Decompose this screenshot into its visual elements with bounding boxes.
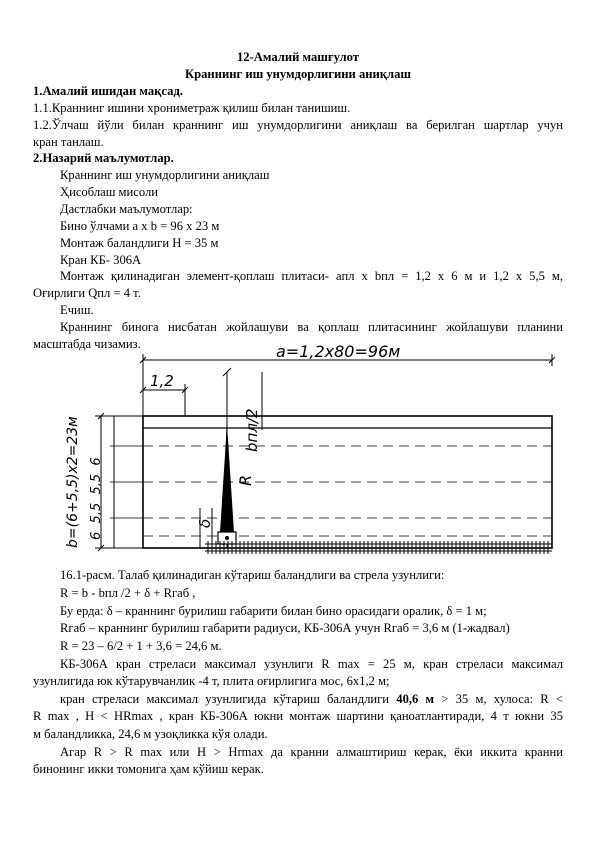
para1-line-b: узунлигида юк кўтарувчанлик -4 т, плита оғирлигига мос, 6х1,2 м; xyxy=(33,674,390,688)
section2-line: Бино ўлчами a x b = 96 х 23 м xyxy=(60,219,220,233)
figure-caption: 16.1-расм. Талаб қилинадиган кўтариш баландлиги ва стрела узунлиги: xyxy=(60,568,445,582)
label-delta: δ xyxy=(196,518,214,528)
para2-line-c: м баландликка, 24,6 м узоқликка кўя олади. xyxy=(33,727,268,741)
label-R: R xyxy=(236,474,255,486)
para2-line-b: R max , H < HRmax , кран КБ-306А юкни монтаж шартини қаноатлантиради, 4 т юкни 35 xyxy=(33,709,563,723)
page-title: 12-Амалий машғулот xyxy=(236,50,359,64)
section1-line1: 1.1.Краннинг ишини хрониметраж қилиш билан танишиш. xyxy=(33,101,351,115)
para3-line-a: Агар R > R max или H > Hrmax да кранни алмаштириш керак, ёки иккита кранни xyxy=(60,745,563,759)
label-12: 1,2 xyxy=(150,372,174,390)
delta-definition: Бу ерда: δ – краннинг бурилиш габарити билан бино орасидаги оралик, δ = 1 м; xyxy=(60,604,487,618)
section1-line2a: 1.2.Ўлчаш йўли билан краннинг иш унумдорлигини аниқлаш ва берилган шартлар учун xyxy=(33,118,563,132)
section2-heading: 2.Назарий маълумотлар. xyxy=(33,151,174,165)
section1-heading: 1.Амалий ишидан мақсад. xyxy=(33,84,183,98)
section2-line: Ҳисоблаш мисоли xyxy=(60,185,158,199)
label-a: a=1,2x80=96м xyxy=(276,342,401,361)
para3-line-b: бинонинг икки томонига ҳам кўйиш керак. xyxy=(33,762,264,776)
mount-line-a: Монтаж қилинадиган элемент-қоплаш плитаси- aпл х bпл = 1,2 х 6 м и 1,2 х 5,5 м, xyxy=(60,269,563,283)
mount-line-b: Оғирлиги Qпл = 4 т. xyxy=(33,286,141,300)
height-value: 40,6 м xyxy=(396,692,435,706)
plan-line-a: Краннинг бинога нисбатан жойлашуви ва қоплаш плитасининг жойлашуви планини xyxy=(60,320,563,334)
formula-line: R = b - bпл /2 + δ + Rгаб , xyxy=(60,586,196,600)
plan-line-b: масштабда чизамиз. xyxy=(33,337,141,351)
section2-line: Кран КБ- 306А xyxy=(60,253,142,267)
para1-line-a: КБ-306А кран стреласи максимал узунлиги R max = 25 м, кран стреласи максимал xyxy=(60,657,563,671)
para2-line-a: кран стреласи максимал узунлигида кўтариш баландлиги 40,6 м > 35 м, хулоса: R < xyxy=(60,692,563,706)
result-line: R = 23 – 6/2 + 1 + 3,6 = 24,6 м. xyxy=(60,639,222,653)
section1-line2b: кран танлаш. xyxy=(33,135,104,149)
crane-boom xyxy=(220,424,234,532)
section2-line: Монтаж баландлиги H = 35 м xyxy=(60,236,219,250)
label-b: b=(6+5,5)x2=23м xyxy=(65,416,81,548)
section2-line: Дастлабки маълумотлар: xyxy=(60,202,193,216)
label-dims: 6 5,5 5,5 6 xyxy=(89,457,104,540)
solution-label: Ечиш. xyxy=(60,303,94,317)
rgab-definition: Rгаб – краннинг бурилиш габарити радиуси, КБ-306А учун Rгаб = 3,6 м (1-жадвал) xyxy=(60,621,510,635)
label-bpl: bпл/2 xyxy=(243,408,261,452)
page-subtitle: Краннинг иш унумдорлигини аниқлаш xyxy=(185,67,411,81)
section2-line: Краннинг иш унумдорлигини аниқлаш xyxy=(60,168,270,182)
